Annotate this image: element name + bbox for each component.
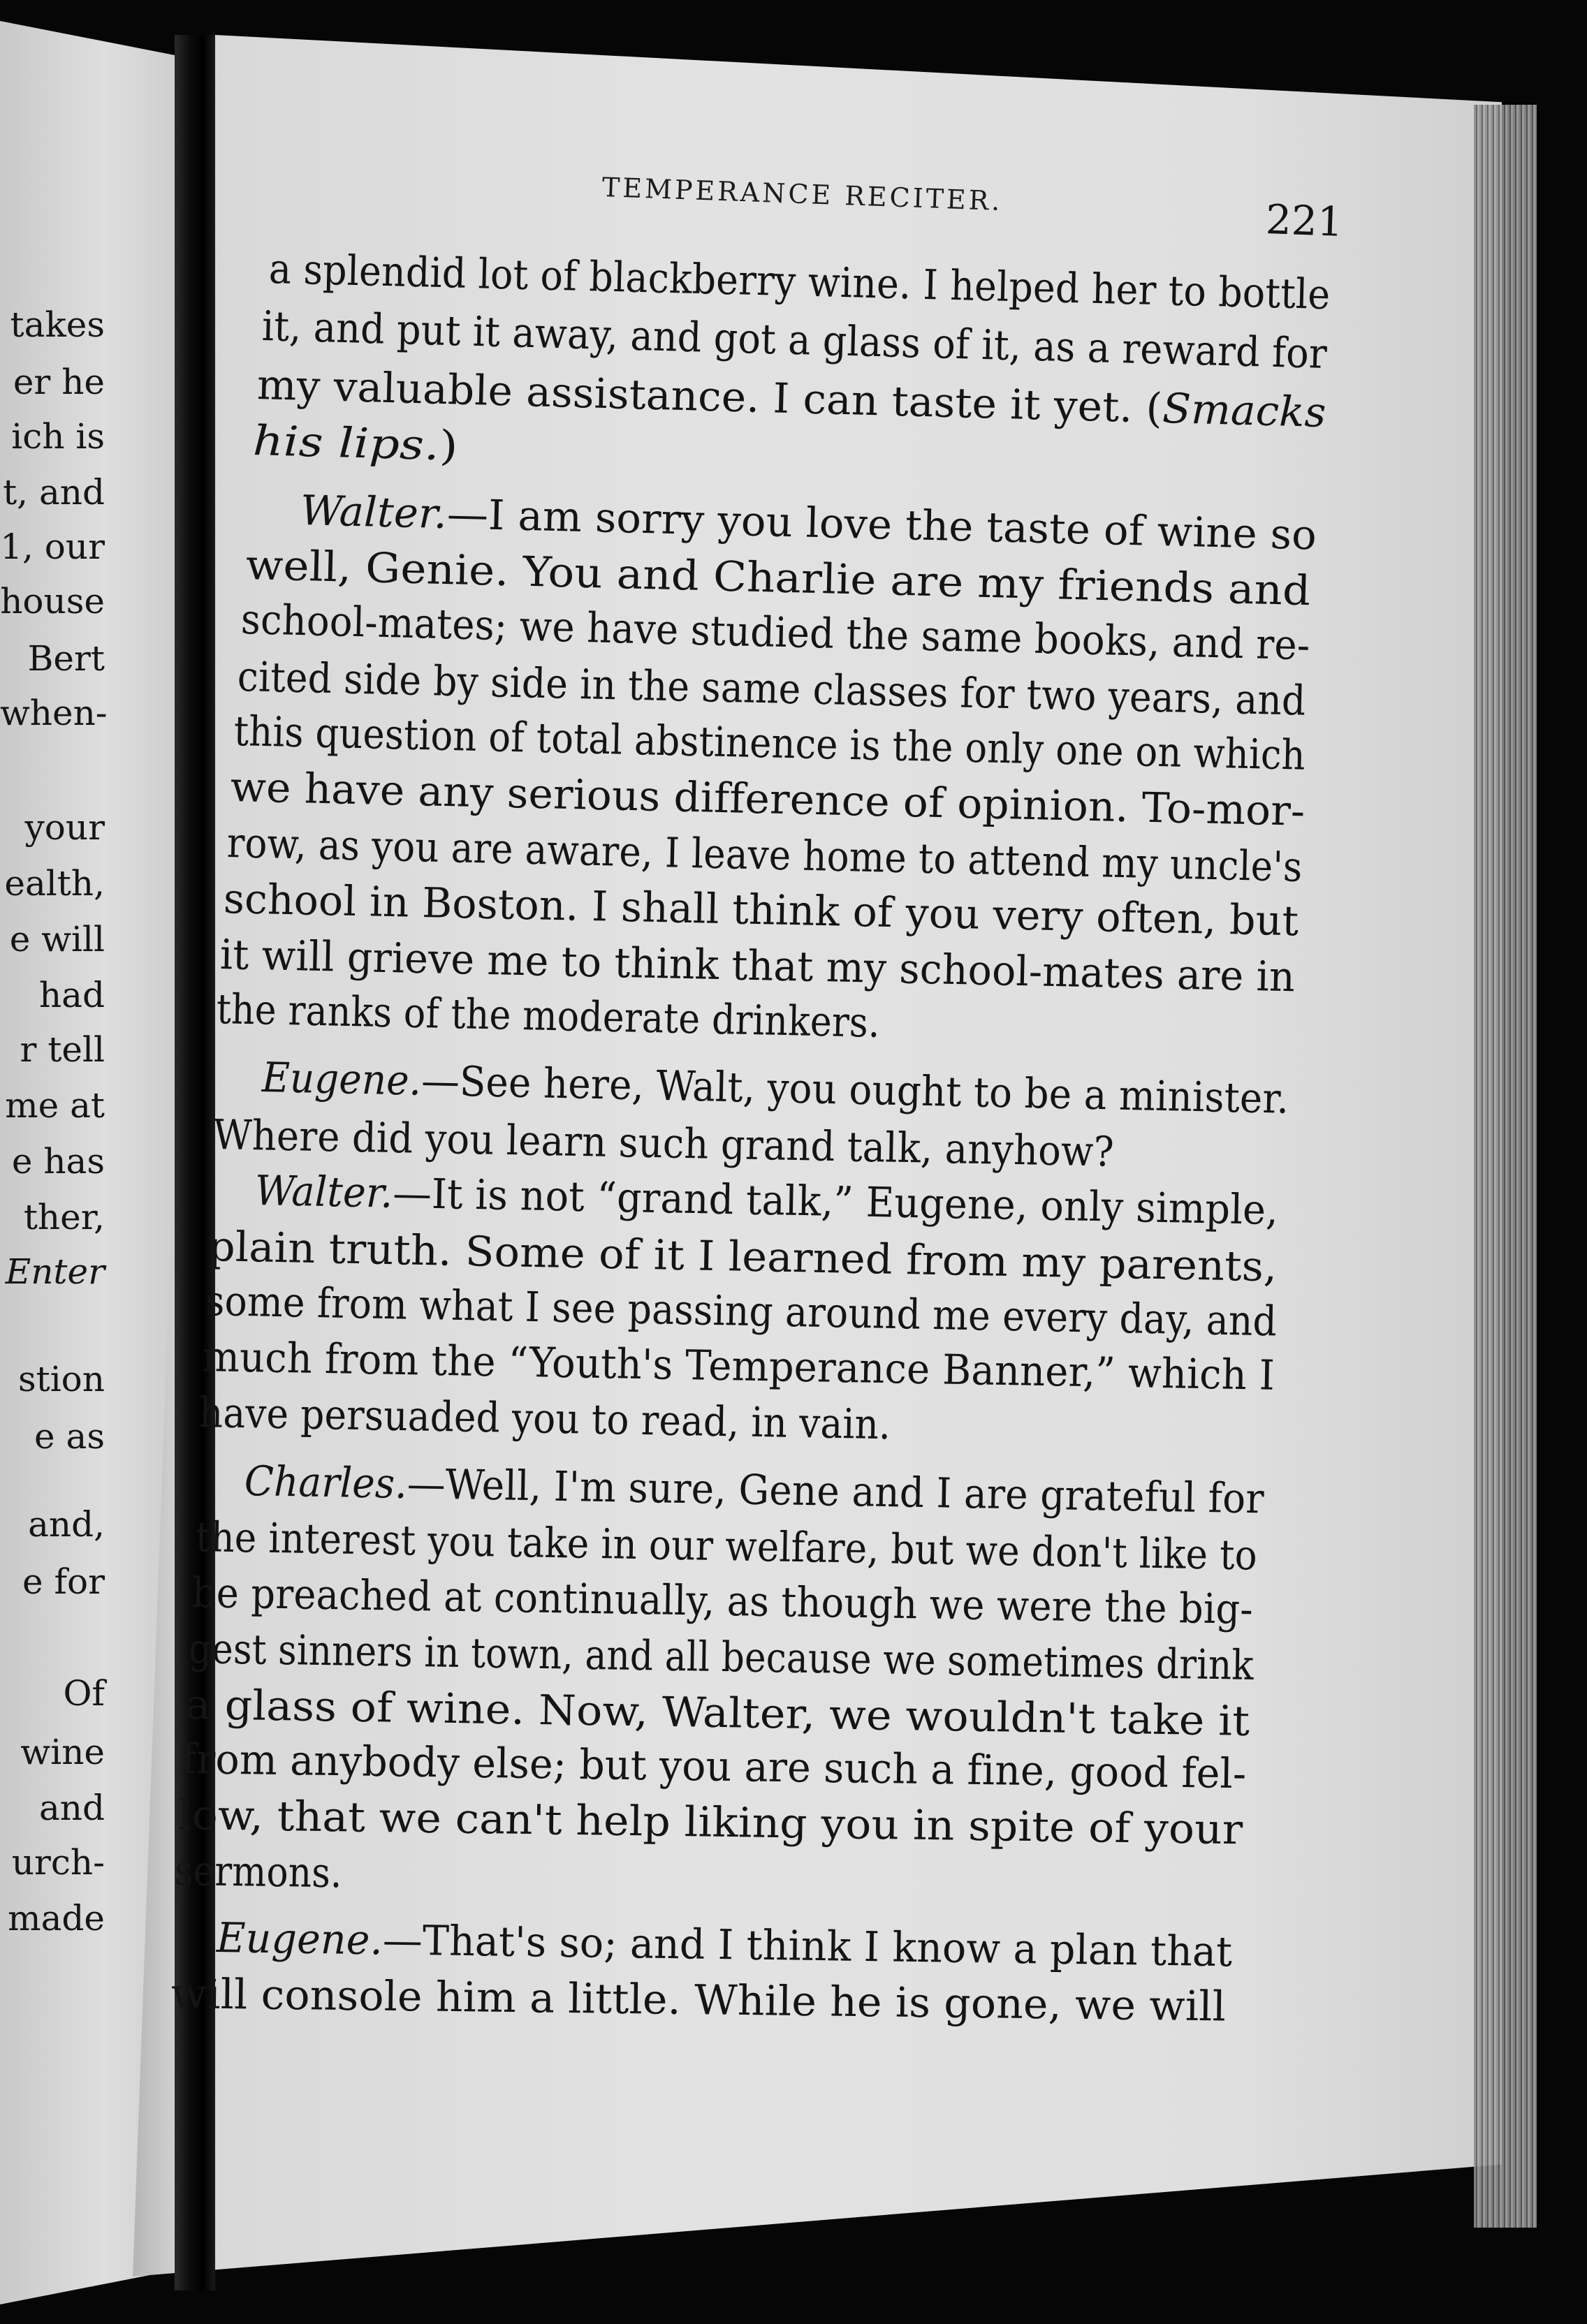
line-text: a glass of wine. Now, Walter, we wouldn't take it: [184, 1680, 1250, 1745]
left-page-fragment: me at: [5, 1085, 105, 1126]
text-line: [198, 1388, 891, 1448]
line-text: a splendid lot of blackberry wine. I helped her to bottle: [268, 244, 1331, 319]
left-page-fragment: ich is: [11, 416, 105, 457]
left-page-fragment: r tell: [20, 1029, 105, 1070]
line-text: have persuaded you to read, in vain.: [198, 1388, 891, 1449]
line-text: Where did you learn such grand talk, anyhow?: [212, 1110, 1115, 1176]
left-page-fragment: 1, our: [0, 527, 105, 567]
left-page-fragment: and: [38, 1788, 105, 1828]
line-text: —That's so; and I think I know a plan that: [382, 1915, 1233, 1976]
speaker-name: Eugene.: [261, 1053, 422, 1105]
left-page-fragment: when-: [0, 693, 108, 733]
text-line: [252, 416, 458, 470]
line-text: we have any serious difference of opinion. To-mor-: [230, 763, 1306, 835]
line-text: —Well, I'm sure, Gene and I are grateful for: [407, 1459, 1265, 1523]
line-text: his lips.): [252, 416, 459, 470]
line-text: school-mates; we have studied the same books, and re-: [240, 595, 1311, 670]
text-line: [175, 1846, 343, 1897]
line-text: plain truth. Some of it I learned from my parents,: [207, 1222, 1278, 1291]
line-text: row, as you are aware, I leave home to attend my uncle's: [226, 818, 1303, 891]
speaker-name: Walter.: [254, 1166, 394, 1217]
left-page-fragment: had: [38, 975, 105, 1015]
left-page-fragment: e has: [11, 1141, 105, 1182]
line-text: cited side by side in the same classes for two years, and: [237, 652, 1307, 725]
line-text: the ranks of the moderate drinkers.: [216, 985, 881, 1047]
text-line: [212, 1110, 1114, 1176]
running-head: TEMPERANCE RECITER.: [601, 172, 1004, 217]
line-text: from anybody else; but you are such a fine, good fel-: [181, 1735, 1247, 1798]
line-text: low, that we can't help liking you in spite of your: [177, 1790, 1243, 1854]
speaker-name: Walter.: [300, 486, 448, 538]
text-line: [184, 1680, 1250, 1745]
text-line: [217, 1913, 1233, 1976]
text-line: [195, 1513, 1257, 1580]
line-text: gest sinners in town, and all because we sometimes drink: [188, 1624, 1255, 1689]
line-text: much from the “Youth's Temperance Banner,” which I: [202, 1332, 1275, 1399]
text-line: [182, 1735, 1247, 1797]
line-text: will console him a little. While he is gone, we will: [170, 1969, 1227, 2031]
left-page-fragment: house: [0, 581, 105, 622]
text-line: [261, 1053, 1289, 1123]
left-page-fragment: t, and: [3, 472, 105, 513]
page-number: 221: [1264, 196, 1344, 246]
line-text: school in Boston. I shall think of you very often, but: [223, 874, 1299, 946]
speaker-name: Eugene.: [216, 1913, 383, 1964]
speaker-name: Charles.: [244, 1457, 408, 1508]
text-line: [188, 1624, 1254, 1689]
line-text: well, Genie. You and Charlie are my friends and: [245, 540, 1312, 615]
text-line: [178, 1790, 1243, 1853]
left-page-fragment: your: [24, 807, 105, 848]
line-text: the interest you take in our welfare, but we don't like to: [195, 1513, 1258, 1580]
left-page-fragment: ther,: [23, 1197, 105, 1237]
left-page-fragment: Of: [63, 1673, 105, 1714]
line-text: —I am sorry you love the taste of wine so: [446, 490, 1317, 559]
line-text: some from what I see passing around me every day, and: [205, 1277, 1278, 1346]
left-page-fragment: ealth,: [4, 863, 105, 904]
text-line: [171, 1969, 1227, 2030]
line-text: —See here, Walt, you ought to be a minister.: [420, 1056, 1289, 1123]
left-page-fragment: and,: [28, 1504, 105, 1545]
text-line: [216, 985, 880, 1047]
text-line: [254, 1166, 1278, 1234]
left-page-fragment: made: [8, 1898, 105, 1939]
left-page-fragment: er he: [13, 362, 105, 402]
left-page-fragment: takes: [10, 304, 105, 345]
line-text: it will grieve me to think that my school-mates are in: [219, 930, 1296, 1001]
left-page-fragment: urch-: [11, 1842, 105, 1883]
line-text: my valuable assistance. I can taste it yet. (Smacks: [256, 360, 1327, 437]
left-page-fragment: Enter: [5, 1251, 105, 1292]
left-page-fragment: stion: [17, 1359, 105, 1399]
text-line: [202, 1332, 1275, 1399]
line-text: be preached at continually, as though we were the big-: [191, 1568, 1254, 1633]
left-page-fragment: wine: [20, 1732, 105, 1772]
left-page-fragment: Bert: [27, 638, 105, 679]
text-line: [191, 1568, 1253, 1633]
line-text: —It is not “grand talk,” Eugene, only simple,: [392, 1168, 1279, 1235]
line-text: sermons.: [174, 1846, 343, 1897]
text-line: [244, 1457, 1264, 1522]
left-page-fragment: e will: [9, 919, 105, 959]
left-page-fragment: e for: [22, 1561, 105, 1602]
line-text: it, and put it away, and got a glass of it, as a reward for: [261, 302, 1328, 378]
line-text: this question of total abstinence is the only one on which: [233, 707, 1306, 779]
left-page-fragment: e as: [34, 1416, 105, 1457]
